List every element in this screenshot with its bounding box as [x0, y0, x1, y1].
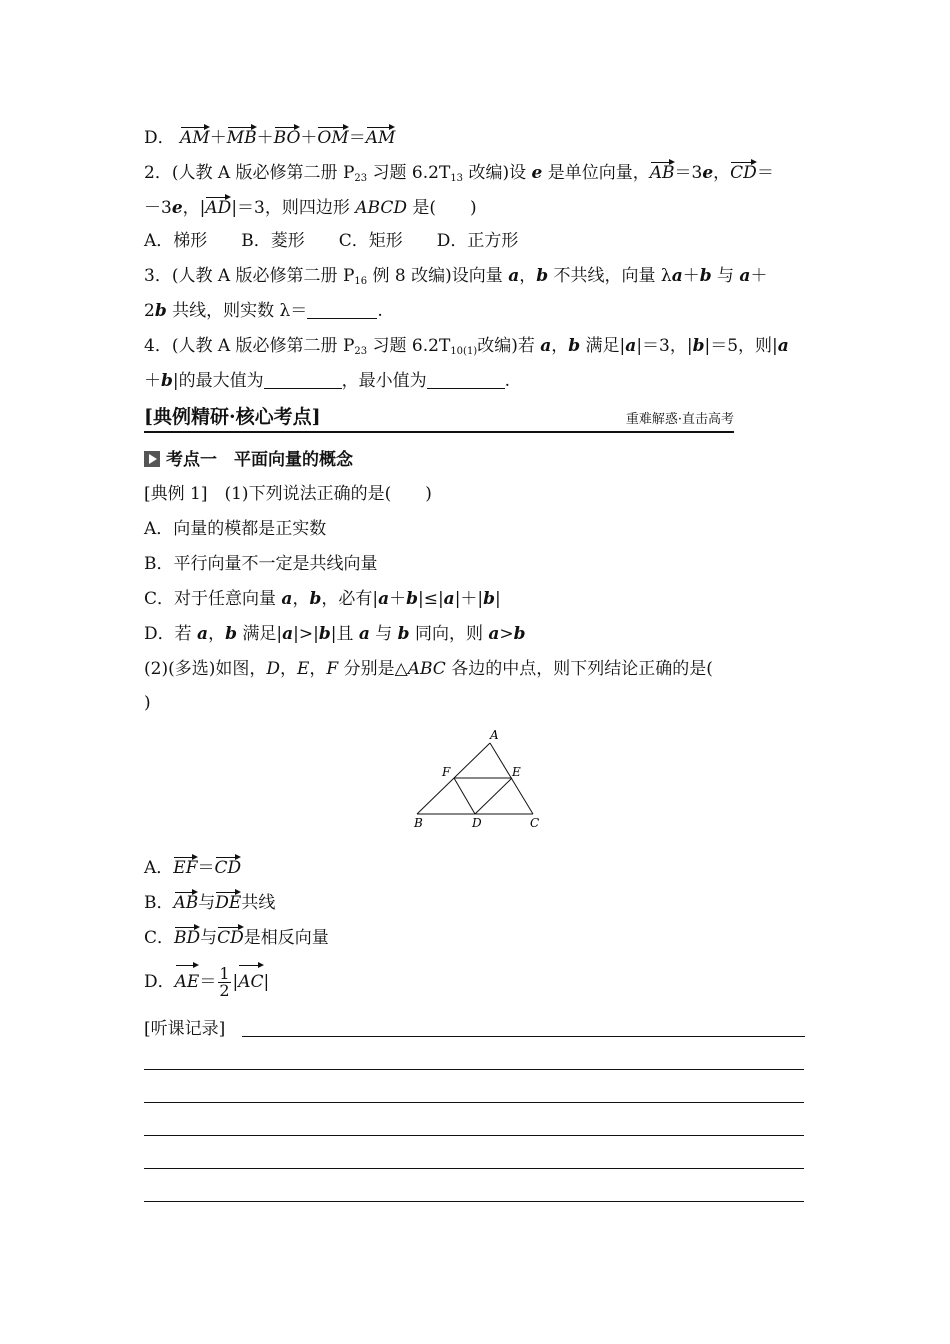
answer-blank-min[interactable]	[427, 372, 505, 389]
q3-line-1	[144, 265, 767, 293]
text: |＝3，则四边形	[231, 198, 356, 218]
vector-a: a	[671, 266, 683, 286]
q2-options	[144, 230, 518, 252]
text: 各边的中点，则下列结论正确的是(	[445, 659, 713, 679]
fraction-one-half	[218, 966, 230, 999]
ex1-option-b	[144, 553, 378, 575]
text: |＋|	[454, 589, 484, 609]
vector-ab: AB	[650, 160, 675, 184]
text: A．向量的模都是正实数	[144, 519, 327, 539]
ex1-part2-option-b	[144, 890, 275, 914]
text: 共线	[241, 893, 276, 913]
subscript: 16	[354, 276, 368, 287]
source-text: (人教 A 版必修第二册 P	[171, 336, 355, 356]
vector-b: b	[513, 624, 526, 644]
subscript: 23	[354, 346, 368, 357]
vector-ad: AD	[205, 195, 231, 219]
text: 是相反向量	[243, 928, 329, 948]
text: ＋	[682, 266, 700, 286]
text: 2	[144, 301, 155, 321]
text: (2)(多选)如图，	[144, 659, 267, 679]
vector-b: b	[397, 624, 410, 644]
text: |	[495, 589, 501, 609]
text: ，	[208, 624, 226, 644]
text: ，	[280, 659, 297, 679]
vector-b: b	[154, 301, 167, 321]
vector-e: e	[531, 163, 543, 183]
text: 与	[198, 893, 216, 913]
source-text: 习题 6.2T	[367, 336, 451, 356]
vector-am-result: AM	[366, 125, 396, 149]
vector-bd: BD	[174, 925, 200, 949]
label-e: E	[512, 765, 521, 779]
text: ＋	[750, 266, 768, 286]
text: 分别是△	[338, 659, 408, 679]
text: ＋	[144, 371, 161, 391]
vector-bo: BO	[274, 125, 301, 149]
point-d: D	[266, 659, 280, 679]
text: ＝	[756, 163, 774, 183]
text: .	[504, 371, 511, 391]
label-b: B	[414, 816, 423, 830]
notes-line-1[interactable]	[242, 1036, 805, 1037]
label-c: C	[530, 816, 540, 830]
text: ＋	[389, 589, 407, 609]
segment-ed	[475, 778, 512, 814]
text: |	[232, 972, 239, 992]
vector-a: a	[358, 624, 370, 644]
option-label: C．	[144, 928, 175, 948]
q2-line-2	[144, 195, 477, 219]
text: ，	[713, 163, 731, 183]
text: 满足|	[580, 336, 626, 356]
notes-line-2[interactable]	[144, 1069, 804, 1070]
source-text: (人教 A 版必修第二册 P	[171, 266, 355, 286]
point-e: E	[297, 659, 310, 679]
text: 与	[711, 266, 740, 286]
vector-mb: MB	[227, 125, 257, 149]
source-text: 改编)若	[477, 336, 541, 356]
text: 共线，则实数 λ＝	[166, 301, 308, 321]
vector-b: b	[692, 336, 705, 356]
topic-heading	[144, 449, 353, 471]
text: ＝3	[674, 163, 703, 183]
text: >	[499, 624, 514, 644]
notes-line-6[interactable]	[144, 1201, 804, 1202]
ex1-option-d	[144, 623, 526, 645]
ex1-part2-option-c	[144, 925, 329, 949]
text: |且	[330, 624, 359, 644]
q1-option-d	[144, 125, 395, 149]
vector-b: b	[318, 624, 331, 644]
triangle-figure	[405, 726, 555, 832]
vector-e: e	[171, 198, 183, 218]
vector-a: a	[488, 624, 500, 644]
vector-a: a	[378, 589, 390, 609]
vector-a: a	[282, 624, 294, 644]
text: |＝5，则|	[704, 336, 778, 356]
text: 满足|	[236, 624, 283, 644]
vector-a: a	[625, 336, 637, 356]
vector-om: OM	[317, 125, 348, 149]
vector-a: a	[443, 589, 455, 609]
numerator: 1	[219, 964, 230, 983]
ex1-option-c	[144, 588, 501, 610]
text: |	[263, 972, 270, 992]
label-a: A	[490, 728, 499, 742]
ex1-part2-line1	[144, 658, 713, 680]
notes-line-4[interactable]	[144, 1135, 804, 1136]
vector-a: a	[739, 266, 751, 286]
option-label: A．	[144, 858, 174, 878]
vector-b: b	[699, 266, 712, 286]
text: .	[377, 301, 383, 321]
source-text: 例 8 改编)设向量	[367, 266, 509, 286]
option-label: B．	[144, 893, 174, 913]
play-icon	[144, 451, 160, 467]
section-subtitle: 重难解惑·直击高考	[625, 412, 734, 427]
text: |>|	[293, 624, 319, 644]
example-1-head	[144, 483, 432, 505]
question-number: 2．	[144, 163, 172, 183]
text: )	[144, 693, 151, 713]
text: 同向，则	[409, 624, 489, 644]
vector-b: b	[568, 336, 581, 356]
answer-blank[interactable]	[307, 302, 377, 319]
segment-fd	[454, 778, 475, 814]
text: 不共线，向量 λ	[548, 266, 672, 286]
source-text: (人教 A 版必修第二册 P	[171, 163, 355, 183]
vector-b: b	[406, 589, 418, 609]
text: ，|	[182, 198, 206, 218]
lecture-notes-label	[144, 1018, 225, 1040]
q2-line-1	[144, 160, 774, 190]
text: |＝3，|	[636, 336, 693, 356]
equals-sign: ＝	[348, 128, 366, 148]
text: ＝	[199, 972, 217, 992]
source-text: 习题 6.2T	[367, 163, 451, 183]
text: 与	[369, 624, 398, 644]
text: [典例 1] (1)下列说法正确的是( )	[144, 484, 432, 504]
triangle-name: ABC	[407, 659, 446, 679]
topic-label: 考点一 平面向量的概念	[166, 450, 353, 470]
vector-cd: CD	[730, 160, 757, 184]
point-f: F	[326, 659, 339, 679]
text: ，	[292, 589, 310, 609]
answer-blank-max[interactable]	[264, 372, 342, 389]
vector-b: b	[225, 624, 237, 644]
vector-b: b	[536, 266, 549, 286]
plus-sign: ＋	[256, 128, 274, 148]
vector-ef: EF	[173, 855, 197, 879]
option-label: D．	[144, 972, 175, 992]
text: C．对于任意向量	[144, 589, 282, 609]
source-text: 改编)设	[463, 163, 532, 183]
vector-b: b	[161, 371, 173, 391]
question-number: 4．	[144, 336, 172, 356]
q4-line-2	[144, 370, 510, 392]
vector-a: a	[508, 266, 520, 286]
q4-line-1	[144, 335, 789, 363]
text: 与	[200, 928, 218, 948]
section-header	[144, 404, 734, 433]
text: 是( )	[407, 198, 477, 218]
vector-a: a	[197, 624, 209, 644]
text: |的最大值为	[172, 371, 264, 391]
vector-ae: AE	[175, 963, 200, 999]
text: [听课记录]	[144, 1019, 226, 1039]
ex1-part2-option-a	[144, 855, 241, 879]
plus-sign: ＋	[209, 128, 227, 148]
text: ，	[519, 266, 537, 286]
vector-cd: CD	[217, 925, 244, 949]
text: ＝	[197, 858, 215, 878]
label-f: F	[442, 765, 451, 779]
subscript: 10(1)	[450, 346, 478, 357]
text: D．若	[144, 624, 198, 644]
vector-a: a	[281, 589, 293, 609]
subscript: 13	[450, 173, 464, 184]
vector-cd: CD	[215, 855, 242, 879]
text: 是单位向量，	[542, 163, 650, 183]
option-label: D．	[144, 128, 175, 148]
text: B．平行向量不一定是共线向量	[144, 554, 378, 574]
vector-b: b	[483, 589, 496, 609]
text: ，	[309, 659, 327, 679]
text: ，必有|	[321, 589, 379, 609]
ex1-part2-line2	[144, 692, 151, 714]
plus-sign: ＋	[300, 128, 318, 148]
notes-line-3[interactable]	[144, 1102, 804, 1103]
text: ，	[551, 336, 569, 356]
vector-e: e	[702, 163, 714, 183]
question-number: 3．	[144, 266, 172, 286]
section-title: [典例精研·核心考点]	[144, 406, 321, 428]
ex1-option-a	[144, 518, 326, 540]
text: ，最小值为	[341, 371, 427, 391]
notes-line-5[interactable]	[144, 1168, 804, 1169]
vector-ac: AC	[238, 963, 263, 999]
subscript: 23	[354, 173, 368, 184]
vector-a: a	[777, 336, 789, 356]
vector-a: a	[540, 336, 552, 356]
denominator: 2	[219, 981, 230, 1000]
quadrilateral-name: ABCD	[355, 198, 407, 218]
vector-ab: AB	[174, 890, 199, 914]
vector-de: DE	[215, 890, 241, 914]
options-text: A．梯形 B．菱形 C．矩形 D．正方形	[144, 231, 519, 251]
vector-am: AM	[180, 125, 210, 149]
vector-b: b	[309, 589, 322, 609]
text: －3	[144, 198, 172, 218]
label-d: D	[472, 816, 482, 830]
q3-line-2	[144, 300, 383, 322]
ex1-part2-option-d	[144, 963, 269, 999]
text: |≤|	[417, 589, 444, 609]
